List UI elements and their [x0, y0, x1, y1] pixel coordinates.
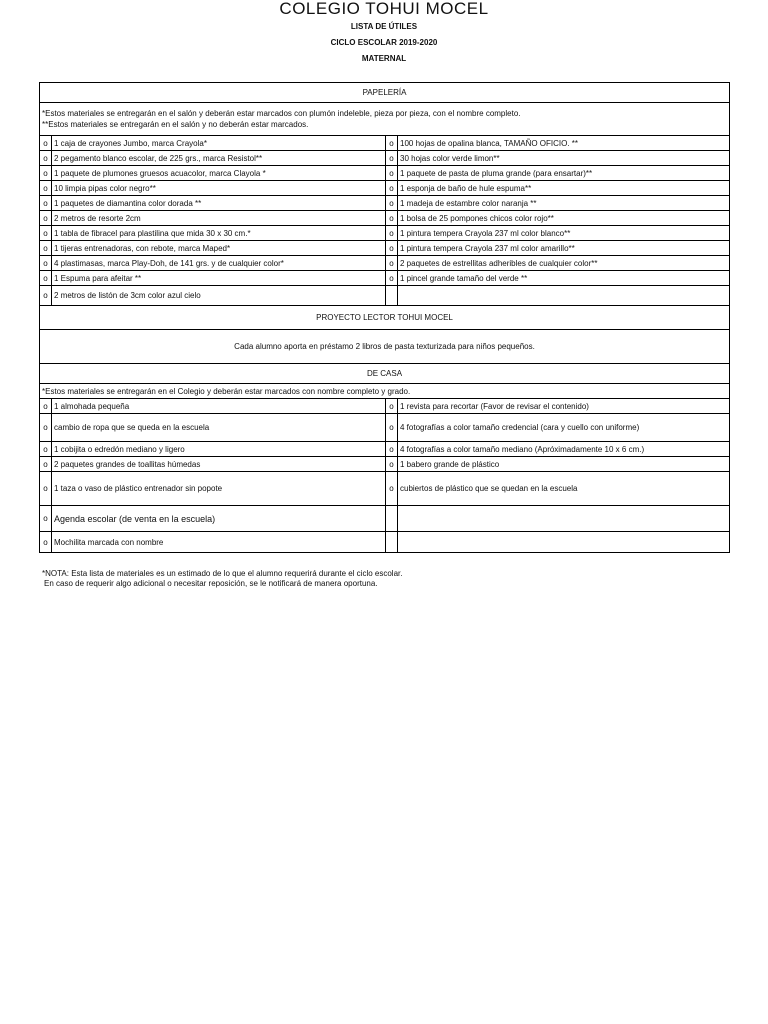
bullet-marker: o: [40, 166, 52, 181]
bullet-marker: o: [386, 241, 398, 256]
list-item: 10 limpia pipas color negro**: [52, 181, 386, 196]
bullet-marker: [386, 286, 398, 306]
bullet-marker: o: [40, 211, 52, 226]
list-item: 1 bolsa de 25 pompones chicos color rojo**: [398, 211, 730, 226]
casa-note: *Estos materiales se entregarán en el Colegio y deberán estar marcados con nombre completo y grado.: [40, 384, 730, 399]
footer-note-line-1: *NOTA: Esta lista de materiales es un estimado de lo que el alumno requerirá durante el ciclo escolar.: [42, 569, 403, 578]
bullet-marker: o: [40, 196, 52, 211]
table-row: [40, 286, 730, 306]
table-row: [40, 506, 730, 532]
list-item: 2 pegamento blanco escolar, de 225 grs., marca Resistol**: [52, 151, 386, 166]
bullet-marker: o: [40, 181, 52, 196]
list-item: 1 Espuma para afeitar **: [52, 271, 386, 286]
table-row: [40, 136, 730, 151]
list-item: 2 paquetes grandes de toallitas húmedas: [52, 457, 386, 472]
list-item: cambio de ropa que se queda en la escuela: [52, 414, 386, 442]
table-row: [40, 166, 730, 181]
bullet-marker: o: [40, 414, 52, 442]
list-title: LISTA DE ÚTILES: [350, 22, 418, 31]
table-row: [40, 181, 730, 196]
bullet-marker: o: [386, 271, 398, 286]
bullet-marker: o: [40, 399, 52, 414]
table-row: [40, 226, 730, 241]
list-item: 1 caja de crayones Jumbo, marca Crayola*: [52, 136, 386, 151]
list-item: 1 babero grande de plástico: [398, 457, 730, 472]
table-row: [40, 457, 730, 472]
section-title-lector: PROYECTO LECTOR TOHUI MOCEL: [40, 306, 730, 330]
school-cycle: CICLO ESCOLAR 2019-2020: [330, 38, 438, 47]
table-row: [40, 256, 730, 271]
bullet-marker: o: [386, 256, 398, 271]
list-item: 4 fotografías a color tamaño credencial (cara y cuello con uniforme): [398, 414, 730, 442]
list-item: Agenda escolar (de venta en la escuela): [52, 506, 386, 532]
section-title-papeleria: PAPELERÍA: [40, 83, 730, 103]
table-row: [40, 442, 730, 457]
list-item: cubiertos de plástico que se quedan en la escuela: [398, 472, 730, 506]
list-item: [398, 532, 730, 553]
list-item: 1 paquete de pasta de pluma grande (para ensartar)**: [398, 166, 730, 181]
list-item: 1 almohada pequeña: [52, 399, 386, 414]
bullet-marker: o: [40, 271, 52, 286]
list-item: 1 pintura tempera Crayola 237 ml color amarillo**: [398, 241, 730, 256]
bullet-marker: o: [386, 166, 398, 181]
bullet-marker: o: [386, 181, 398, 196]
table-row: [40, 414, 730, 442]
list-item: 2 metros de resorte 2cm: [52, 211, 386, 226]
table-row: [40, 399, 730, 414]
table-row: [40, 211, 730, 226]
list-item: [398, 286, 730, 306]
footer-note-line-2: En caso de requerir algo adicional o necesitar reposición, se le notificará de manera oportuna.: [44, 579, 378, 588]
lector-text: Cada alumno aporta en préstamo 2 libros de pasta texturizada para niños pequeños.: [40, 330, 730, 364]
list-item: 1 taza o vaso de plástico entrenador sin popote: [52, 472, 386, 506]
bullet-marker: o: [40, 136, 52, 151]
bullet-marker: o: [40, 151, 52, 166]
bullet-marker: o: [386, 196, 398, 211]
list-item: [398, 506, 730, 532]
list-item: 1 revista para recortar (Favor de revisar el contenido): [398, 399, 730, 414]
bullet-marker: o: [386, 136, 398, 151]
papeleria-notes: [40, 103, 730, 136]
list-item: 1 pintura tempera Crayola 237 ml color blanco**: [398, 226, 730, 241]
papeleria-note-2: **Estos materiales se entregarán en el salón y no deberán estar marcados.: [42, 120, 309, 129]
bullet-marker: o: [386, 211, 398, 226]
list-item: 2 metros de listón de 3cm color azul cielo: [52, 286, 386, 306]
bullet-marker: o: [40, 532, 52, 553]
bullet-marker: o: [40, 286, 52, 306]
bullet-marker: o: [40, 457, 52, 472]
list-item: 1 tabla de fibracel para plastilina que mida 30 x 30 cm.*: [52, 226, 386, 241]
list-item: 1 paquetes de diamantina color dorada **: [52, 196, 386, 211]
list-item: 100 hojas de opalina blanca, TAMAÑO OFICIO. **: [398, 136, 730, 151]
list-item: 1 cobijita o edredón mediano y ligero: [52, 442, 386, 457]
bullet-marker: o: [386, 226, 398, 241]
bullet-marker: o: [40, 506, 52, 532]
footer-note: [42, 569, 402, 589]
list-item: 4 fotografías a color tamaño mediano (Apróximadamente 10 x 6 cm.): [398, 442, 730, 457]
table-row: [40, 151, 730, 166]
bullet-marker: o: [40, 241, 52, 256]
list-item: 4 plastimasas, marca Play-Doh, de 141 grs. y de cualquier color*: [52, 256, 386, 271]
table-row: [40, 241, 730, 256]
bullet-marker: o: [386, 472, 398, 506]
list-item: 1 esponja de baño de hule espuma**: [398, 181, 730, 196]
supplies-table: [39, 82, 730, 553]
school-name: COLEGIO TOHUI MOCEL: [279, 0, 489, 18]
bullet-marker: o: [40, 226, 52, 241]
grade-level: MATERNAL: [361, 54, 407, 63]
list-item: 1 madeja de estambre color naranja **: [398, 196, 730, 211]
table-row: [40, 196, 730, 211]
list-item: 1 tijeras entrenadoras, con rebote, marca Maped*: [52, 241, 386, 256]
table-row: [40, 271, 730, 286]
bullet-marker: o: [386, 151, 398, 166]
list-item: Mochilita marcada con nombre: [52, 532, 386, 553]
bullet-marker: o: [40, 256, 52, 271]
document-header: [0, 0, 768, 64]
list-item: 30 hojas color verde limon**: [398, 151, 730, 166]
papeleria-note-1: *Estos materiales se entregarán en el salón y deberán estar marcados con plumón indeleble, pieza por pieza, con el nombre completo.: [42, 109, 521, 118]
table-row: [40, 532, 730, 553]
bullet-marker: [386, 506, 398, 532]
bullet-marker: o: [40, 442, 52, 457]
list-item: 1 pincel grande tamaño del verde **: [398, 271, 730, 286]
bullet-marker: o: [386, 414, 398, 442]
table-row: [40, 472, 730, 506]
bullet-marker: o: [386, 399, 398, 414]
bullet-marker: o: [386, 457, 398, 472]
bullet-marker: [386, 532, 398, 553]
bullet-marker: o: [40, 472, 52, 506]
list-item: 1 paquete de plumones gruesos acuacolor, marca Clayola *: [52, 166, 386, 181]
bullet-marker: o: [386, 442, 398, 457]
section-title-casa: DE CASA: [40, 364, 730, 384]
list-item: 2 paquetes de estrellitas adheribles de cualquier color**: [398, 256, 730, 271]
